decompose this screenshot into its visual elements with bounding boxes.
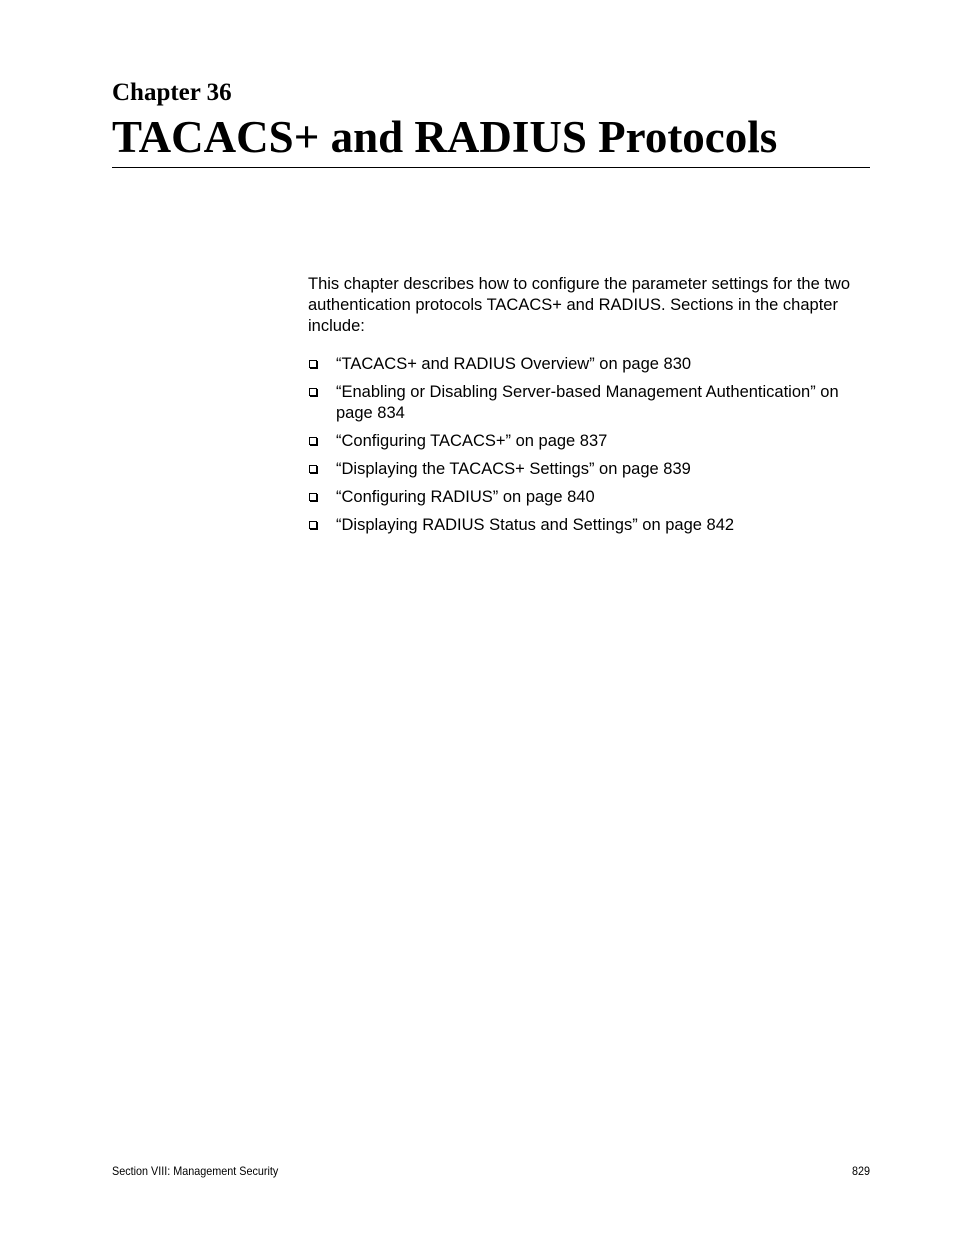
list-item[interactable] — [308, 382, 873, 424]
chapter-body — [308, 274, 873, 543]
list-item-text: “Configuring RADIUS” on page 840 — [336, 488, 595, 506]
title-divider — [112, 167, 870, 168]
checkbox-bullet-icon — [309, 521, 317, 529]
list-item-text: “Enabling or Disabling Server-based Management Authentication” on page 834 — [336, 383, 839, 422]
list-item[interactable] — [308, 487, 873, 508]
checkbox-bullet-icon — [309, 388, 317, 396]
checkbox-bullet-icon — [309, 465, 317, 473]
list-item-text: “Displaying the TACACS+ Settings” on page 839 — [336, 460, 691, 478]
list-item[interactable] — [308, 515, 873, 536]
chapter-label: Chapter 36 — [112, 79, 232, 106]
chapter-title: TACACS+ and RADIUS Protocols — [112, 112, 778, 162]
checkbox-bullet-icon — [309, 360, 317, 368]
section-list — [308, 354, 873, 536]
list-item[interactable] — [308, 354, 873, 375]
checkbox-bullet-icon — [309, 437, 317, 445]
list-item[interactable] — [308, 459, 873, 480]
footer-section-title: Section VIII: Management Security — [112, 1164, 279, 1178]
page-number: 829 — [851, 1164, 870, 1178]
checkbox-bullet-icon — [309, 493, 317, 501]
page-footer — [112, 1164, 870, 1179]
list-item-text: “Displaying RADIUS Status and Settings” on page 842 — [336, 516, 735, 534]
list-item-text: “TACACS+ and RADIUS Overview” on page 830 — [336, 355, 692, 373]
intro-paragraph: This chapter describes how to configure the parameter settings for the two authentication protocols TACACS+ and RADIUS. Sections in the chapter include: — [308, 275, 851, 335]
list-item[interactable] — [308, 431, 873, 452]
list-item-text: “Configuring TACACS+” on page 837 — [336, 432, 608, 450]
